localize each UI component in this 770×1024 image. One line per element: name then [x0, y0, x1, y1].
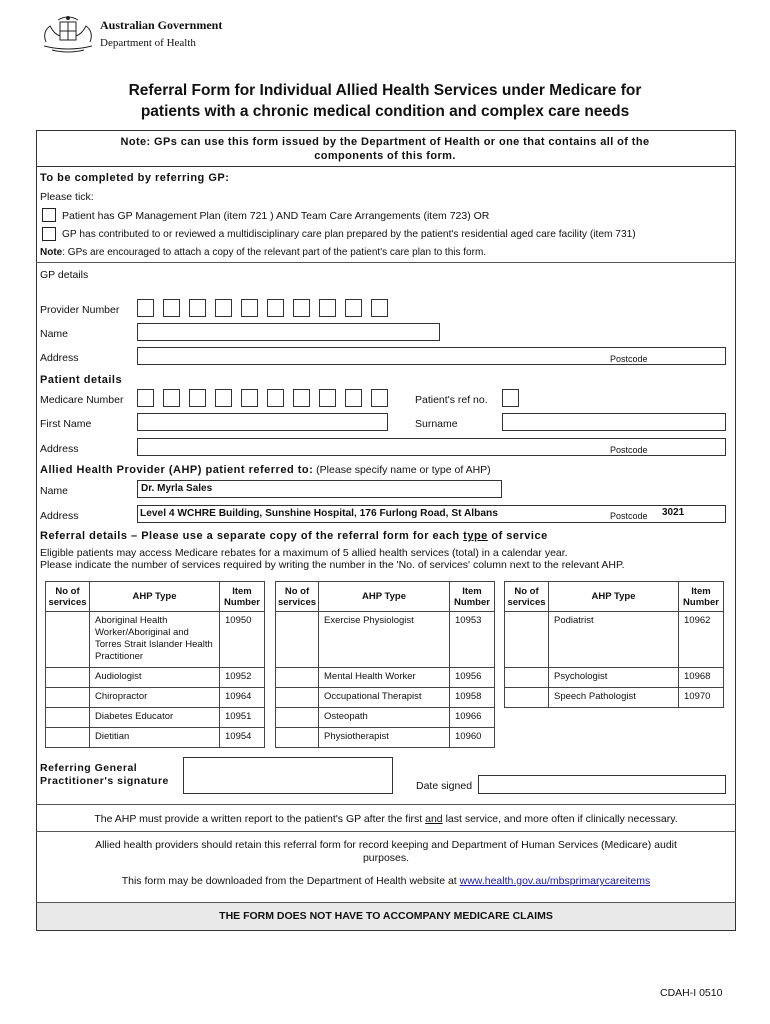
first-name-field[interactable] [137, 413, 388, 431]
ahp-postcode-value: 3021 [662, 507, 685, 518]
claims-note: THE FORM DOES NOT HAVE TO ACCOMPANY MEDICARE CLAIMS [219, 910, 553, 922]
provider-number-digit[interactable] [267, 299, 284, 317]
ahp-type-cell: Aboriginal Health Worker/Aboriginal and Torres Strait Islander Health Practitioner [89, 611, 220, 668]
ahp-name-label: Name [40, 485, 69, 497]
surname-field[interactable] [502, 413, 726, 431]
page-title [40, 80, 730, 122]
patient-postcode-label: Postcode [610, 445, 648, 455]
provider-number-digit[interactable] [189, 299, 206, 317]
retain-note-line-2: purposes. [362, 852, 410, 864]
signature-label [40, 762, 169, 788]
ahp-type-cell: Mental Health Worker [318, 667, 450, 688]
medicare-number-digit[interactable] [137, 389, 154, 407]
referral-details-heading [40, 530, 548, 542]
gpmp-tca-option-label: Patient has GP Management Plan (item 721 ) AND Team Care Arrangements (item 723) OR [62, 210, 490, 222]
no-services-input[interactable] [275, 667, 319, 688]
report-note-post: last service, and more often if clinically necessary. [442, 813, 678, 825]
signature-label-line-1: Referring General [40, 762, 138, 774]
download-link[interactable]: www.health.gov.au/mbsprimarycareitems [459, 875, 651, 887]
medicare-number-digit[interactable] [215, 389, 232, 407]
item-number-cell: 10954 [219, 727, 265, 748]
provider-number-digit[interactable] [241, 299, 258, 317]
gp-attach-note [40, 247, 486, 258]
medicare-number-digit[interactable] [267, 389, 284, 407]
medicare-number-digit[interactable] [241, 389, 258, 407]
no-services-input[interactable] [45, 667, 90, 688]
medicare-number-digit[interactable] [319, 389, 336, 407]
divider [36, 804, 736, 805]
government-name: Australian Government [100, 18, 223, 32]
provider-number-label: Provider Number [40, 304, 120, 316]
no-services-input[interactable] [275, 687, 319, 708]
ahp-type-cell: Occupational Therapist [318, 687, 450, 708]
ahp-type-cell: Dietitian [89, 727, 220, 748]
medicare-number-digit[interactable] [345, 389, 362, 407]
ahp-type-cell: Exercise Physiologist [318, 611, 450, 668]
department-name: Department of Health [100, 37, 196, 49]
item-number-cell: 10958 [449, 687, 495, 708]
gp-signature-field[interactable] [183, 757, 393, 794]
header-item-number: Item Number [678, 581, 724, 612]
ahp-type-cell: Physiotherapist [318, 727, 450, 748]
provider-number-digit[interactable] [163, 299, 180, 317]
form-code: CDAH-I 0510 [660, 987, 723, 999]
ahp-address-label: Address [40, 510, 79, 522]
report-note-and: and [425, 813, 443, 825]
gp-address-label: Address [40, 352, 79, 364]
item-number-cell: 10966 [449, 707, 495, 728]
ahp-postcode-label: Postcode [610, 511, 648, 521]
item-number-cell: 10962 [678, 611, 724, 668]
coat-of-arms-logo [38, 12, 98, 56]
patient-details-heading: Patient details [40, 374, 123, 386]
provider-number-digit[interactable] [215, 299, 232, 317]
note-text [40, 135, 730, 163]
referral-instruction-line: Please indicate the number of services required by writing the number in the 'No. of services' column next to the relevant AHP. [40, 559, 625, 571]
ahp-type-cell: Osteopath [318, 707, 450, 728]
retain-note-line-1: Allied health providers should retain this referral form for record keeping and Department of Human Services (Medicare) audit [95, 839, 677, 851]
header-ahp-type: AHP Type [548, 581, 679, 612]
note-line-2: components of this form. [314, 150, 456, 162]
title-line-1: Referral Form for Individual Allied Health Services under Medicare for [128, 82, 642, 99]
referral-heading-pre: Referral details – Please use a separate copy of the referral form for each [40, 530, 464, 542]
no-services-input[interactable] [45, 687, 90, 708]
provider-number-digit[interactable] [345, 299, 362, 317]
header-item-number: Item Number [449, 581, 495, 612]
surname-label: Surname [415, 418, 458, 430]
item-number-cell: 10970 [678, 687, 724, 708]
date-signed-field[interactable] [478, 775, 726, 794]
title-line-2: patients with a chronic medical condition and complex care needs [140, 103, 630, 120]
header-no-services: No of services [45, 581, 90, 612]
gp-postcode-label: Postcode [610, 354, 648, 364]
ahp-type-cell: Audiologist [89, 667, 220, 688]
provider-number-digit[interactable] [137, 299, 154, 317]
provider-number-digit[interactable] [319, 299, 336, 317]
gp-note-text: : GPs are encouraged to attach a copy of the relevant part of the patient's care plan to this form. [62, 247, 487, 258]
medicare-number-digit[interactable] [163, 389, 180, 407]
note-line-1: Note: GPs can use this form issued by the Department of Health or one that contains all of the [120, 136, 650, 148]
header-no-services: No of services [504, 581, 549, 612]
divider [36, 262, 736, 263]
patient-ref-label: Patient's ref no. [415, 394, 488, 406]
gp-name-field[interactable] [137, 323, 440, 341]
download-note-text: This form may be downloaded from the Department of Health website at [121, 875, 460, 887]
ahp-type-cell: Speech Pathologist [548, 687, 679, 708]
ahp-heading [40, 464, 491, 476]
date-signed-label: Date signed [416, 780, 473, 792]
gp-note-prefix: Note [40, 247, 63, 258]
item-number-cell: 10956 [449, 667, 495, 688]
patient-address-label: Address [40, 443, 79, 455]
no-services-input[interactable] [45, 611, 90, 668]
medicare-number-digit[interactable] [189, 389, 206, 407]
first-name-label: First Name [40, 418, 92, 430]
medicare-number-digit[interactable] [293, 389, 310, 407]
item-number-cell: 10952 [219, 667, 265, 688]
ahp-address-value: Level 4 WCHRE Building, Sunshine Hospital, 176 Furlong Road, St Albans [140, 508, 498, 519]
gp-section-heading: To be completed by referring GP: [40, 172, 230, 184]
download-note [36, 875, 736, 887]
item-number-cell: 10953 [449, 611, 495, 668]
provider-number-digit[interactable] [371, 299, 388, 317]
item-number-cell: 10964 [219, 687, 265, 708]
item-number-cell: 10968 [678, 667, 724, 688]
ahp-type-cell: Chiropractor [89, 687, 220, 708]
ahp-heading-hint: (Please specify name or type of AHP) [313, 464, 491, 476]
referral-eligibility-line: Eligible patients may access Medicare rebates for a maximum of 5 allied health services (total) in a calendar year. [40, 547, 568, 559]
ahp-type-cell: Diabetes Educator [89, 707, 220, 728]
ahp-type-cell: Podiatrist [548, 611, 679, 668]
referral-heading-post: of service [487, 530, 548, 542]
multidisciplinary-plan-checkbox[interactable] [42, 227, 56, 241]
gp-details-heading: GP details [40, 269, 89, 281]
multidisciplinary-plan-option-label: GP has contributed to or reviewed a multidisciplinary care plan prepared by the patient's residential aged care facility (item 731) [62, 229, 636, 240]
gp-name-label: Name [40, 328, 69, 340]
provider-number-digit[interactable] [293, 299, 310, 317]
divider [36, 831, 736, 832]
patient-ref-field[interactable] [502, 389, 519, 407]
report-note-pre: The AHP must provide a written report to the patient's GP after the first [94, 813, 426, 825]
header-ahp-type: AHP Type [89, 581, 220, 612]
ahp-name-field[interactable]: Dr. Myrla Sales [137, 480, 502, 498]
header-ahp-type: AHP Type [318, 581, 450, 612]
ahp-type-cell: Psychologist [548, 667, 679, 688]
medicare-number-digit[interactable] [371, 389, 388, 407]
retain-form-note [36, 839, 736, 865]
item-number-cell: 10950 [219, 611, 265, 668]
no-services-input[interactable] [504, 611, 549, 668]
medicare-number-label: Medicare Number [40, 394, 124, 406]
ahp-heading-text: Allied Health Provider (AHP) patient referred to: [40, 464, 314, 476]
header-no-services: No of services [275, 581, 319, 612]
no-services-input[interactable] [275, 727, 319, 748]
no-services-input[interactable] [275, 707, 319, 728]
referral-heading-type: type [463, 530, 488, 542]
no-services-input[interactable] [45, 707, 90, 728]
item-number-cell: 10951 [219, 707, 265, 728]
no-services-input[interactable] [504, 667, 549, 688]
header-item-number: Item Number [219, 581, 265, 612]
ahp-report-note [36, 813, 736, 825]
no-services-input[interactable] [275, 611, 319, 668]
please-tick-label: Please tick: [40, 191, 94, 203]
item-number-cell: 10960 [449, 727, 495, 748]
gpmp-tca-checkbox[interactable] [42, 208, 56, 222]
signature-label-line-2: Practitioner's signature [40, 775, 169, 787]
no-services-input[interactable] [504, 687, 549, 708]
no-services-input[interactable] [45, 727, 90, 748]
